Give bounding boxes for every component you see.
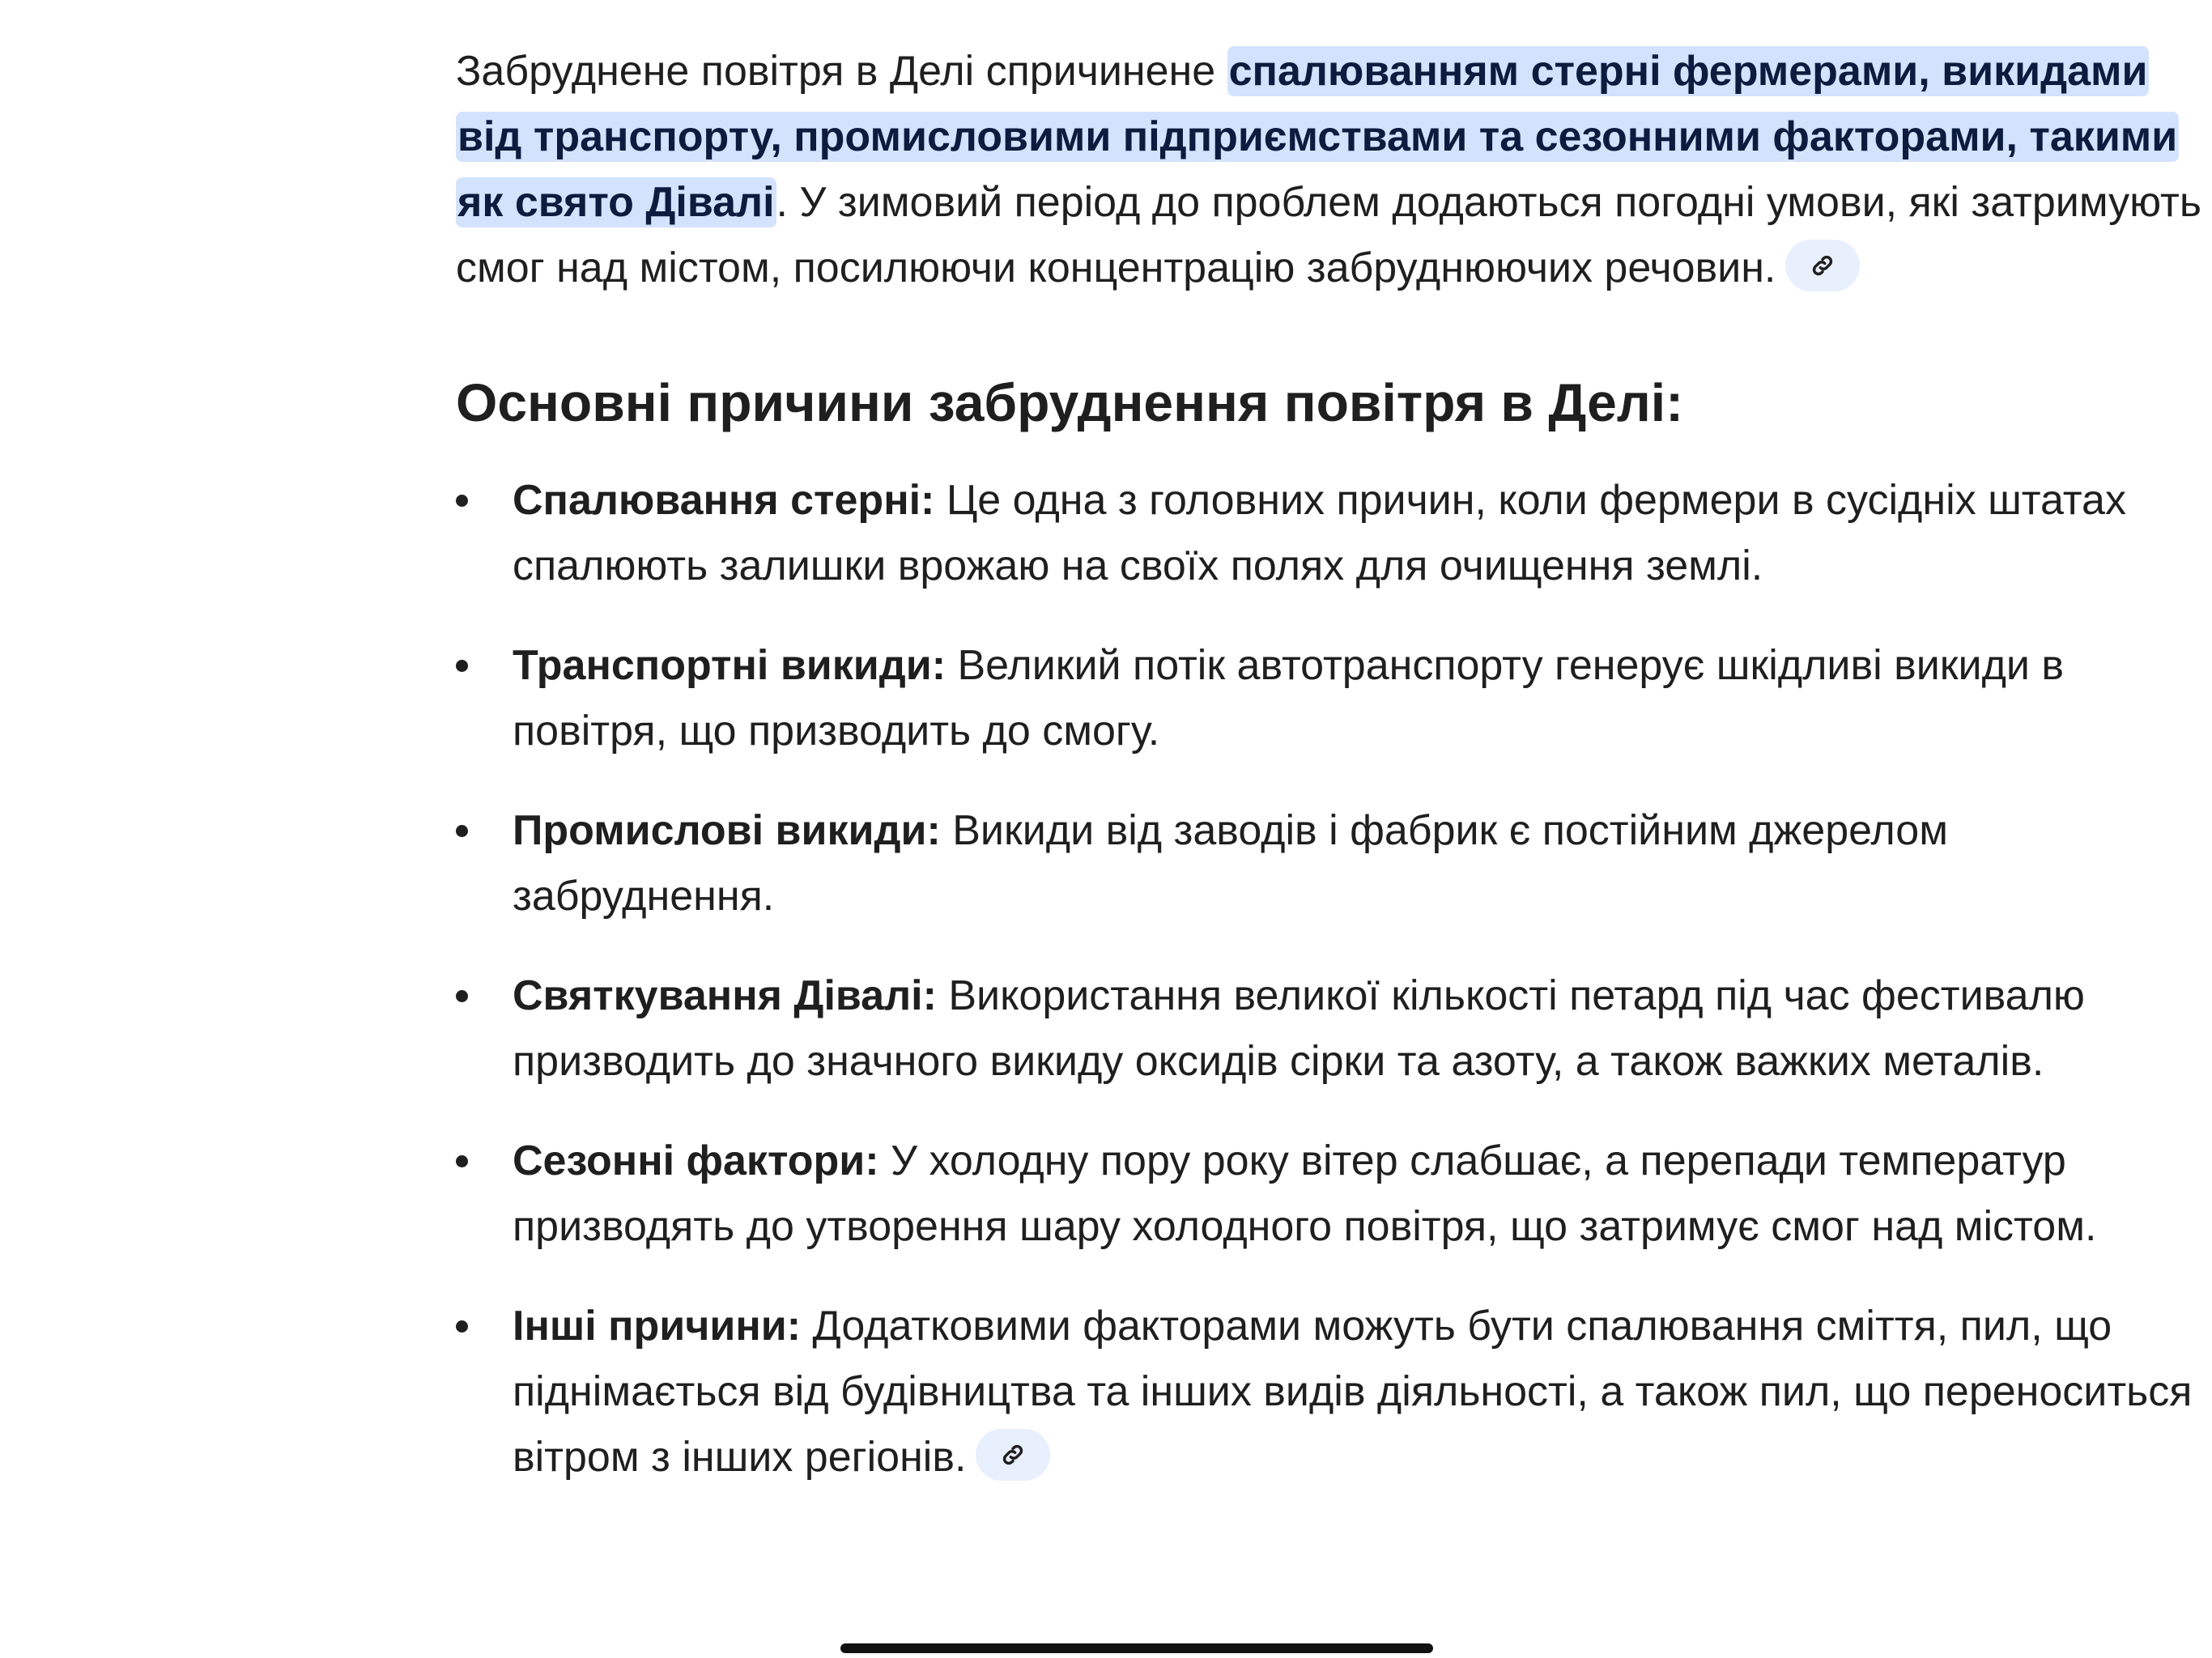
bullet	[456, 495, 468, 507]
causes-source-link-button[interactable]	[976, 1429, 1050, 1481]
intro-highlight[interactable]: спалюванням стерні фермерами, викидами від транспорту, промисловими підприємствами та сезонними факторами, такими як свято Дівалі	[457, 48, 2178, 226]
bullet	[456, 1155, 468, 1167]
list-item	[456, 468, 2205, 599]
bullet	[456, 1320, 468, 1333]
list-item-title: Промислові викиди:	[513, 807, 941, 854]
list-item-text: Викиди від заводів і фабрик є постійним джерелом забруднення.	[513, 807, 1948, 920]
bullet	[456, 825, 468, 837]
list-item-title: Спалювання стерні:	[513, 477, 935, 524]
list-item	[456, 633, 2205, 764]
bullet	[456, 660, 468, 672]
bullet	[456, 990, 468, 1002]
list-item	[456, 1294, 2205, 1490]
list-item	[456, 798, 2205, 929]
response-content	[456, 39, 2205, 1524]
list-item-title: Транспортні викиди:	[513, 642, 946, 689]
list-item	[456, 963, 2205, 1095]
list-item-text: Це одна з головних причин, коли фермери в сусідніх штатах спалюють залишки врожаю на своїх полях для очищення землі.	[513, 477, 2126, 589]
causes-list	[456, 468, 2205, 1490]
intro-prefix: Забруднене повітря в Делі спричинене	[456, 48, 1216, 95]
section-heading: Основні причини забруднення повітря в Делі:	[456, 372, 1684, 432]
intro-paragraph	[456, 39, 2205, 301]
home-indicator[interactable]	[840, 1643, 1433, 1653]
intro-suffix: . У зимовий період до проблем додаються погодні умови, які затримують смог над містом, посилюючи концентрацію забруднюючих речовин.	[456, 179, 2201, 291]
list-item-title: Святкування Дівалі:	[513, 972, 937, 1019]
link-icon	[1810, 253, 1836, 278]
list-item	[456, 1129, 2205, 1260]
list-item-title: Сезонні фактори:	[513, 1137, 879, 1184]
list-item-title: Інші причини:	[513, 1303, 802, 1350]
list-item-text: Великий потік автотранспорту генерує шкідливі викиди в повітря, що призводить до смогу.	[513, 642, 2065, 755]
link-icon	[1000, 1442, 1026, 1468]
list-item-text: Використання великої кількості петард під час фестивалю призводить до значного викиду оксидів сірки та азоту, а також важких металів.	[513, 972, 2085, 1085]
list-item-text: У холодну пору року вітер слабшає, а перепади температур призводять до утворення шару холодного повітря, що затримує смог над містом.	[513, 1137, 2097, 1250]
intro-source-link-button[interactable]	[1785, 240, 1860, 291]
list-item-text: Додатковими факторами можуть бути спалювання сміття, пил, що піднімається від будівництва та інших видів діяльності, а також пил, що переноситься вітром з інших регіонів.	[513, 1303, 2193, 1481]
